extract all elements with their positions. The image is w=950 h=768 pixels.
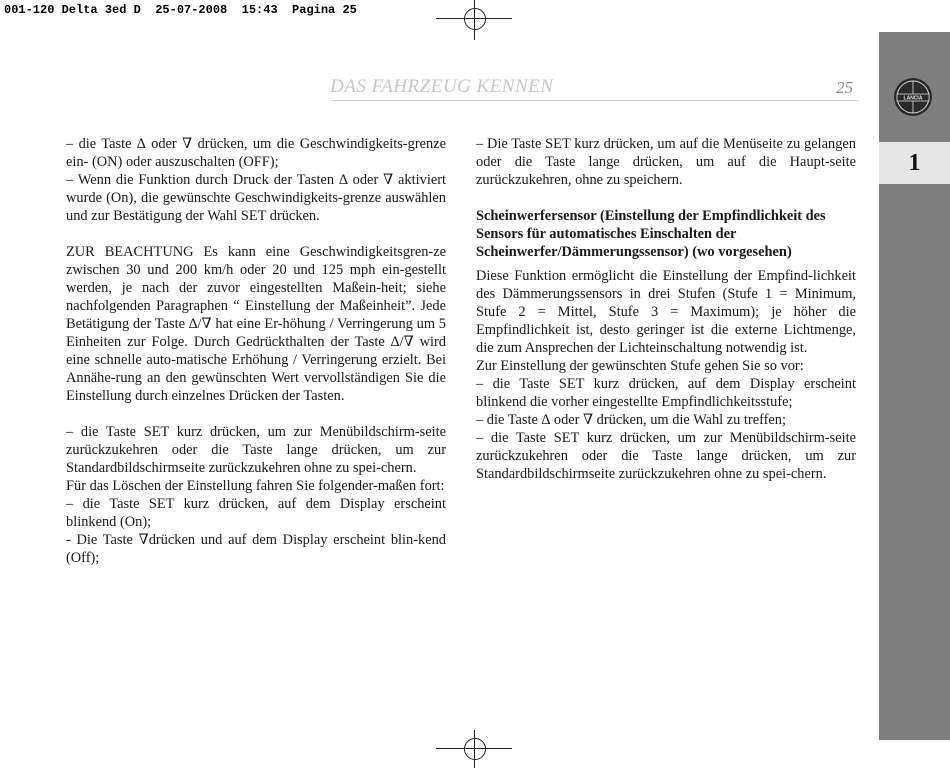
svg-text:LANCIA: LANCIA <box>903 95 923 102</box>
paragraph: – die Taste SET kurz drücken, um zur Menübildschirm-seite zurückzukehren oder die Taste lange drücken, um zur Standardbildschirmseite zurückzukehren ohne zu spei-chern. <box>476 430 856 482</box>
paragraph: – Die Taste SET kurz drücken, um auf die Menüseite zu gelangen oder die Taste lange drücken, um auf die Haupt-seite zurückzukehren, ohne zu speichern. <box>476 136 856 188</box>
paragraph: Diese Funktion ermöglicht die Einstellung der Empfind-lichkeit des Dämmerungssensors in drei Stufen (Stufe 1 = Minimum, Stufe 2 = Mittel, Stufe 3 = Maximum); je höher die Empfindlichkeit ist, desto geringer ist die externe Lichtmenge, die zum Ansprechen der Lichteinschaltung notwendig ist. <box>476 268 856 356</box>
paragraph: – die Taste SET kurz drücken, auf dem Display erscheint blinkend (On); <box>66 496 446 530</box>
paragraph: – die Taste ∆ oder ∇ drücken, um die Wahl zu treffen; <box>476 412 787 428</box>
print-slug: 001-120 Delta 3ed D 25-07-2008 15:43 Pagina 25 <box>4 3 357 17</box>
header-rule <box>330 100 858 101</box>
section-title: DAS FAHRZEUG KENNEN <box>330 76 554 97</box>
paragraph: – Wenn die Funktion durch Druck der Tasten ∆ oder ∇ aktiviert wurde (On), die gewünschte Geschwindigkeits-grenze auswählen und zur Bestätigung der Wahl SET drücken. <box>66 172 446 224</box>
note-paragraph: ZUR BEACHTUNG Es kann eine Geschwindigkeitsgren-ze zwischen 30 und 200 km/h oder 20 und 125 mph ein-gestellt werden, je nach der zuvor eingestellten Maßein-heit; siehe nachfolgenden Paragraphen “ Einstellung der Maßeinheit”. Jede Betätigung der Taste ∆/∇ hat eine Er-höhung / Verringerung um 5 Einheiten zur Folge. Durch Gedrückthalten der Taste ∆/∇ wird eine schnelle auto-matische Erhöhung / Verringerung erzielt. Bei Annähe-rung an den gewünschten Wert vervollständigen Sie die Einstellung durch einzelnes Drücken der Tasten. <box>66 244 446 404</box>
paragraph: - Die Taste ∇drücken und auf dem Display erscheint blin-kend (Off); <box>66 532 446 566</box>
left-column <box>66 135 446 567</box>
section-heading: Scheinwerfersensor (Einstellung der Empfindlichkeit des Sensors für automatisches Einschalten der Scheinwerfer/Dämmerungssensor) (wo vorgesehen) <box>476 208 826 260</box>
paragraph: Zur Einstellung der gewünschten Stufe gehen Sie so vor: <box>476 358 804 374</box>
paragraph: Für das Löschen der Einstellung fahren Sie folgender-maßen fort: <box>66 478 445 494</box>
lancia-logo-icon <box>893 77 933 117</box>
right-column <box>476 135 856 483</box>
chapter-number: 1 <box>908 149 921 176</box>
crop-mark-bottom <box>436 730 512 768</box>
chapter-number-box <box>879 142 950 184</box>
paragraph: – die Taste ∆ oder ∇ drücken, um die Geschwindigkeits-grenze ein- (ON) oder auszuschalten (OFF); <box>66 136 446 170</box>
paragraph: – die Taste SET kurz drücken, um zur Menübildschirm-seite zurückzukehren oder die Taste lange drücken, um zur Standardbildschirmseite zurückzukehren ohne zu spei-chern. <box>66 424 446 476</box>
page-number: 25 <box>836 78 853 97</box>
crop-mark-top <box>436 0 512 40</box>
chapter-tab-strip <box>879 32 950 740</box>
paragraph: – die Taste SET kurz drücken, auf dem Display erscheint blinkend die vorher eingestellte Empfindlichkeitsstufe; <box>476 376 856 410</box>
